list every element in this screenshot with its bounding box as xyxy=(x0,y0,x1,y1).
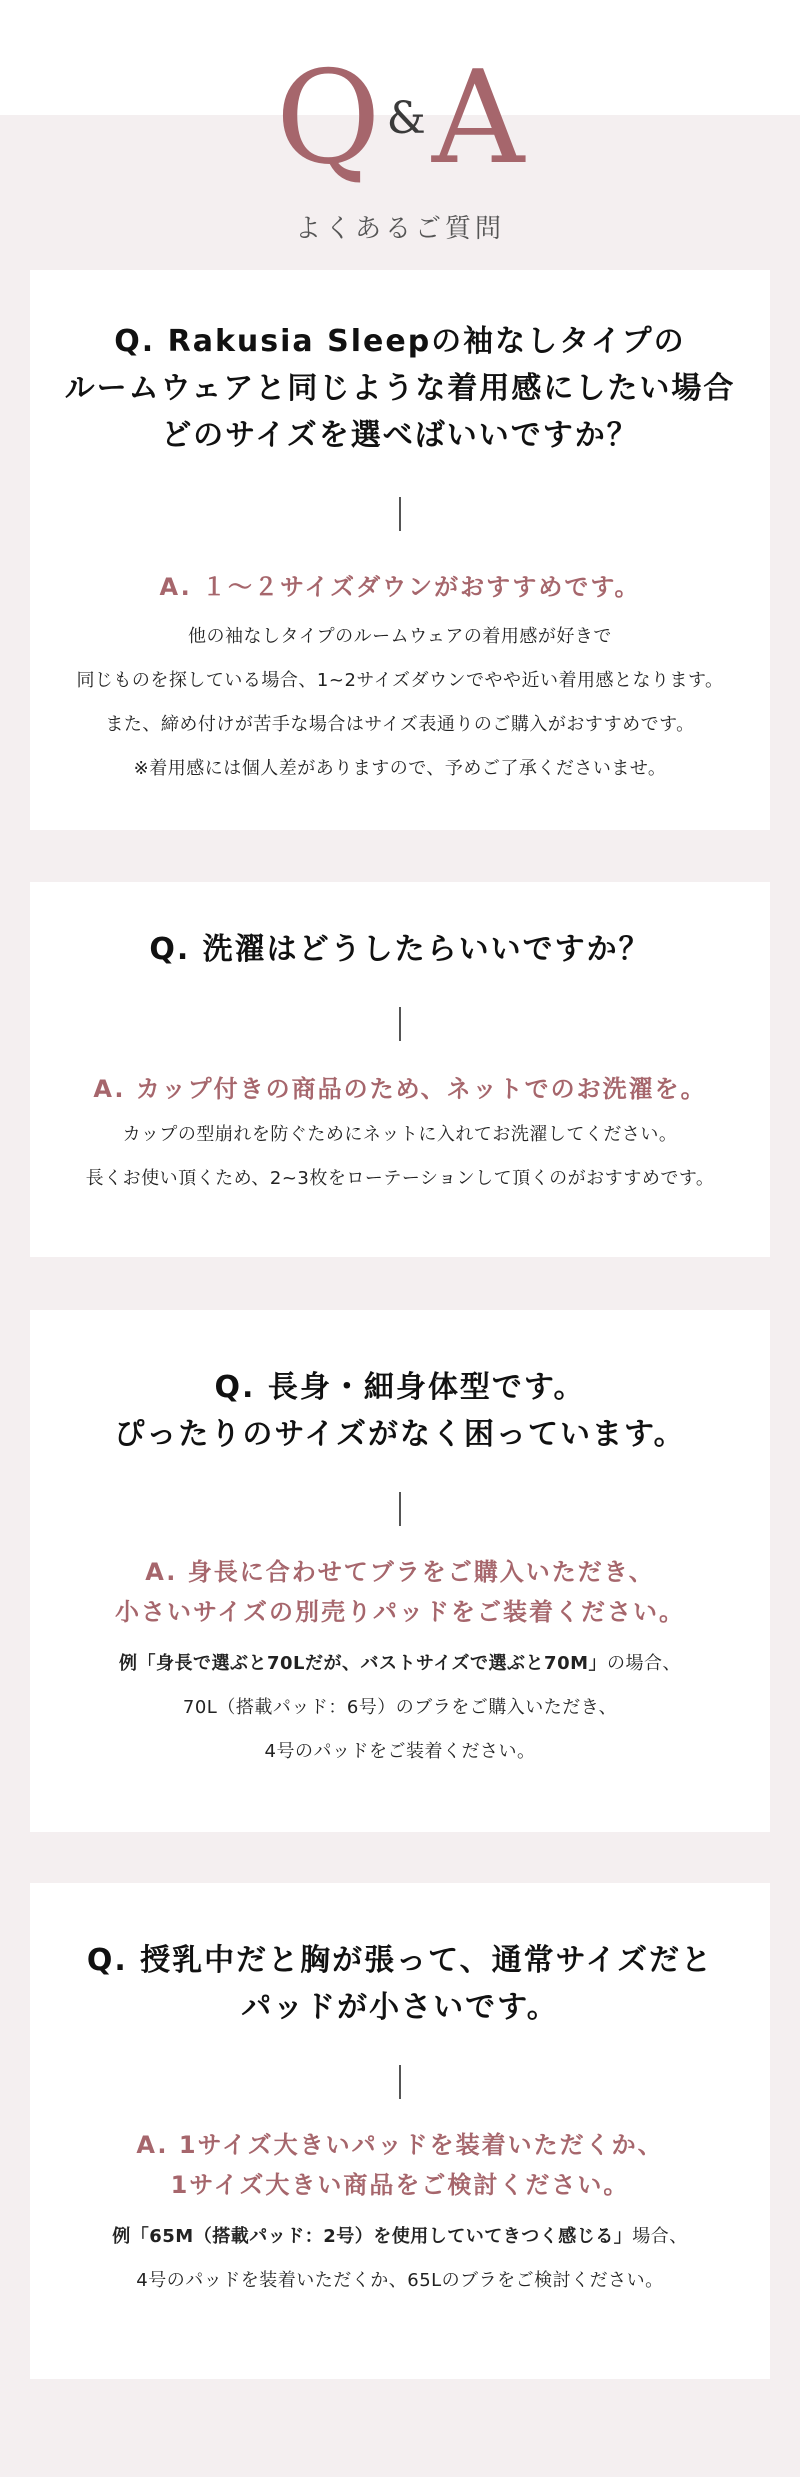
page-subtitle: よくあるご質問 xyxy=(294,214,505,244)
faq-answer: A. 身長に合わせてブラをご購入いただき、 小さいサイズの別売りパッドをご装着ください。 xyxy=(114,1558,686,1626)
logo-ampersand: & xyxy=(386,93,426,144)
faq-answer-body: カップの型崩れを防ぐためにネットに入れてお洗濯してください。 長くお使い頂くため、2~3枚をローテーションして頂くのがおすすめです。 xyxy=(85,1124,715,1189)
faq-question: Q. Rakusia Sleepの袖なしタイプの ルームウェアと同じような着用感にしたい場合 どのサイズを選べばいいですか？ xyxy=(64,324,736,453)
logo-q: Q xyxy=(275,44,381,193)
faq-question: Q. 長身・細身体型です。 ぴったりのサイズがなく困っています。 xyxy=(114,1370,686,1452)
divider xyxy=(399,2065,401,2099)
faq-answer-body: 例「65M（搭載パッド：2号）を使用していてきつく感じる」場合、 4号のパッドを装着いただくか、65Lのブラをご検討ください。 xyxy=(50,2215,750,2303)
example-line: 例「身長で選ぶと70Lだが、バストサイズで選ぶと70M」の場合、 xyxy=(118,1653,682,1674)
faq-answer-body: 例「身長で選ぶと70Lだが、バストサイズで選ぶと70M」の場合、 70L（搭載パッド：6号）のブラをご購入いただき、 4号のパッドをご装着ください。 xyxy=(50,1642,750,1774)
faq-question: Q. 洗濯はどうしたらいいですか？ xyxy=(149,932,651,967)
divider xyxy=(399,1492,401,1526)
faq-answer-body: 他の袖なしタイプのルームウェアの着用感が好きで 同じものを探している場合、1~2サイズダウンでやや近い着用感となります。 また、締め付けが苦手な場合はサイズ表通りのご購入がおすすめです。 ※着用感には個人差がありますので、予めご了承くださいませ。 xyxy=(76,626,724,779)
faq-card-nursing xyxy=(30,1883,770,2379)
faq-card-tall-slim xyxy=(30,1310,770,1832)
faq-answer: A. １～２サイズダウンがおすすめです。 xyxy=(159,573,641,601)
divider xyxy=(399,1007,401,1041)
faq-answer: A. 1サイズ大きいパッドを装着いただくか、 1サイズ大きい商品をご検討ください。 xyxy=(136,2131,664,2199)
divider xyxy=(399,497,401,531)
qa-logo xyxy=(0,44,800,193)
logo-a: A xyxy=(431,44,525,193)
faq-answer: A. カップ付きの商品のため、ネットでのお洗濯を。 xyxy=(93,1075,707,1103)
faq-card-sizing xyxy=(30,270,770,830)
example-line: 例「65M（搭載パッド：2号）を使用していてきつく感じる」場合、 xyxy=(112,2226,688,2247)
faq-card-washing xyxy=(30,882,770,1257)
faq-question: Q. 授乳中だと胸が張って、通常サイズだと パッドが小さいです。 xyxy=(86,1943,714,2025)
